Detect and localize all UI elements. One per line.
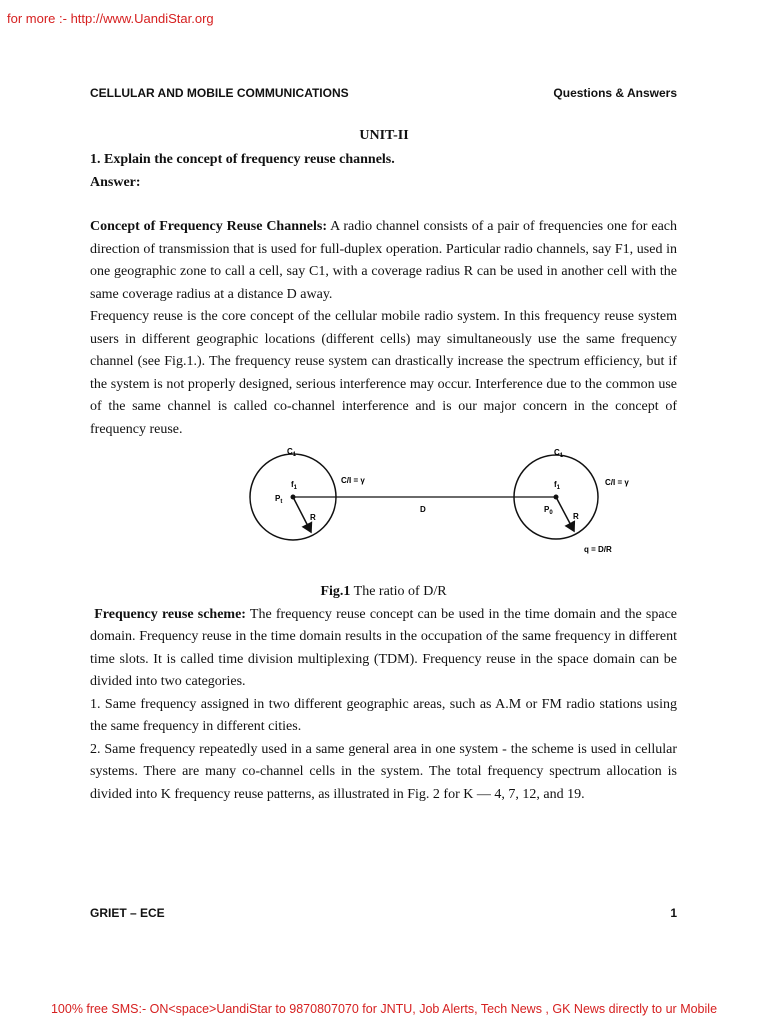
answer-label: Answer:	[90, 174, 141, 190]
page-number: 1	[670, 906, 677, 920]
course-title: CELLULAR AND MOBILE COMMUNICATIONS	[90, 86, 349, 100]
source-link[interactable]: for more :- http://www.UandiStar.org	[7, 11, 214, 26]
scheme-text: The frequency reuse concept can be used in the time domain and the space domain. Frequency reuse in the time domain results in the occupation of the same frequency in different time slots. It is called time division multiplexing (TDM). Frequency reuse in the space domain can be divided into two categories.	[90, 606, 677, 689]
concept-heading: Concept of Frequency Reuse Channels:	[90, 219, 327, 234]
left-radius-arrow	[293, 497, 311, 532]
right-cell-label: $C_1$	[554, 448, 564, 459]
right-radius-arrow	[556, 497, 574, 531]
caption-label: Fig.1	[320, 584, 351, 599]
scheme-heading: Frequency reuse scheme:	[94, 606, 246, 622]
question: 1. Explain the concept of frequency reuse channels.	[90, 152, 395, 167]
section-title: Questions & Answers	[553, 86, 677, 100]
left-radius-label: R	[310, 513, 316, 522]
page-header	[90, 86, 677, 100]
caption-text: The ratio of D/R	[350, 584, 447, 599]
unit-heading: UNIT-II	[359, 128, 409, 143]
figure-frequency-reuse	[90, 445, 677, 581]
frequency-reuse-diagram	[240, 445, 660, 577]
figure-caption	[90, 581, 677, 604]
right-point-label: $P_0$	[544, 505, 553, 516]
left-ratio-label: C/I = γ	[341, 476, 365, 485]
right-freq-label: $f_1$	[554, 480, 561, 491]
page-footer	[90, 906, 677, 920]
concept-text: A radio channel consists of a pair of frequencies one for each direction of transmission that is used for full-duplex operation. Particular radio channels, say F1, used in one geographic zone to call a cell, say C1, with a coverage radius R can be used in another cell with the same coverage radius at a distance D away.	[90, 219, 677, 302]
left-cell-label: $C_1$	[287, 447, 297, 458]
distance-label: D	[420, 505, 426, 514]
right-radius-label: R	[573, 512, 579, 521]
paragraph-core-concept: Frequency reuse is the core concept of the cellular mobile radio system. In this frequency reuse system users in different geographic locations (different cells) may simultaneously use the same frequency channel (see Fig.1.). The frequency reuse system can drastically increase the spectrum efficiency, but if the system is not properly designed, serious interference may occur. Interference due to the common use of the same channel is called co-channel interference and is our major concern in the concept of frequency reuse.	[90, 309, 677, 437]
right-ratio-label: C/I = γ	[605, 478, 629, 487]
list-item-2: 2. Same frequency repeatedly used in a same general area in one system - the scheme is used in cellular systems. There are many co-channel cells in the system. The total frequency spectrum allocation is divided into K frequency reuse patterns, as illustrated in Fig. 2 for K — 4, 7, 12, and 19.	[90, 741, 677, 802]
q-ratio-label: q = D/R	[584, 545, 612, 554]
list-item-1: 1. Same frequency assigned in two different geographic areas, such as A.M or FM radio stations using the same frequency in different cities.	[90, 696, 677, 734]
paragraph-concept	[90, 216, 677, 306]
sms-advert: 100% free SMS:- ON<space>UandiStar to 9870807070 for JNTU, Job Alerts, Tech News , GK News directly to ur Mobile	[50, 1002, 718, 1016]
document-body	[90, 149, 677, 806]
paragraph-reuse-scheme	[90, 604, 677, 694]
left-point-label: $P_t$	[275, 494, 283, 505]
footer-dept: GRIET – ECE	[90, 906, 165, 920]
left-freq-label: $f_1$	[291, 480, 298, 491]
